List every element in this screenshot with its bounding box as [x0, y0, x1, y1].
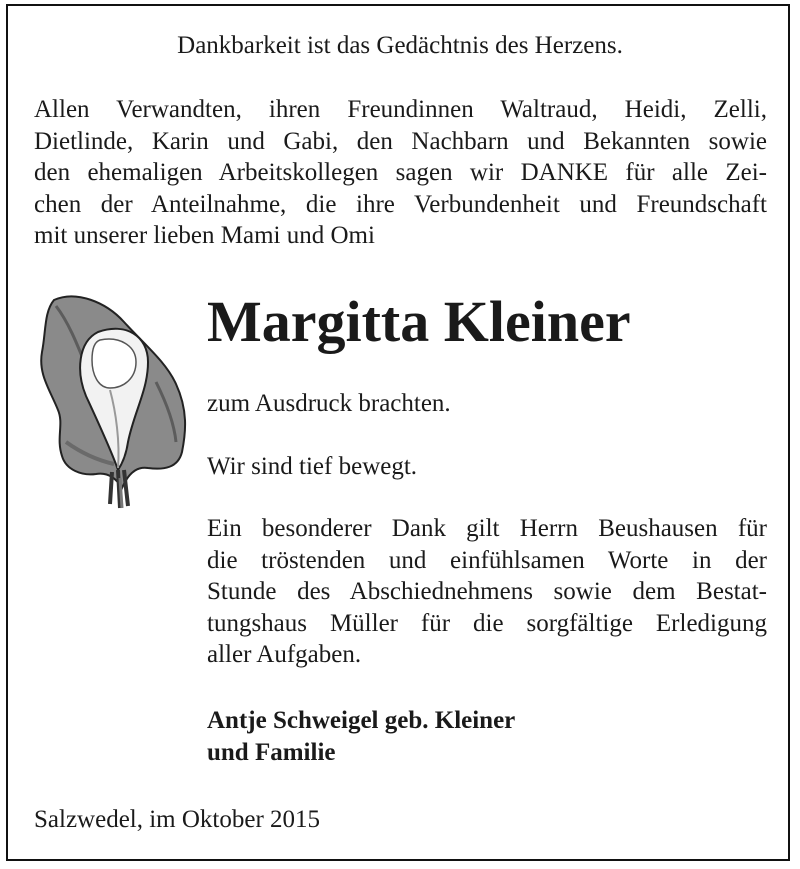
- thanks-line: Ein besonderer Dank gilt Herrn Beushausen für: [207, 515, 767, 542]
- signature-line: und Familie: [207, 738, 336, 766]
- thanks-line: tungshaus Müller für die sorgfältige Erledigung: [207, 609, 767, 637]
- place-date: Salzwedel, im Oktober 2015: [34, 806, 321, 833]
- calla-lily-icon: [36, 292, 196, 510]
- intro-line: Dietlinde, Karin und Gabi, den Nachbarn und Bekannten sowie: [34, 127, 767, 155]
- intro-line: Allen Verwandten, ihren Freundinnen Waltraud, Heidi, Zelli,: [34, 96, 767, 123]
- thanks-line: Stunde des Abschiednehmens sowie dem Bestat-: [207, 578, 767, 606]
- signature-line: Antje Schweigel geb. Kleiner: [207, 707, 516, 734]
- expression-text: zum Ausdruck brachten.: [207, 390, 451, 417]
- intro-line: chen der Anteilnahme, die ihre Verbundenheit und Freundschaft: [34, 190, 767, 218]
- intro-line: den ehemaligen Arbeitskollegen sagen wir DANKE für alle Zei-: [34, 159, 767, 187]
- thanks-line: aller Aufgaben.: [207, 641, 362, 669]
- motto: Dankbarkeit ist das Gedächtnis des Herzens.: [177, 32, 623, 59]
- thanks-paragraph: [207, 513, 767, 671]
- intro-line: mit unserer lieben Mami und Omi: [34, 222, 375, 250]
- moved-text: Wir sind tief bewegt.: [207, 453, 418, 480]
- thanks-line: die tröstenden und einfühlsamen Worte in der: [207, 546, 767, 574]
- intro-paragraph: [34, 94, 767, 252]
- signature: [207, 705, 767, 768]
- deceased-name: Margitta Kleiner: [207, 289, 631, 354]
